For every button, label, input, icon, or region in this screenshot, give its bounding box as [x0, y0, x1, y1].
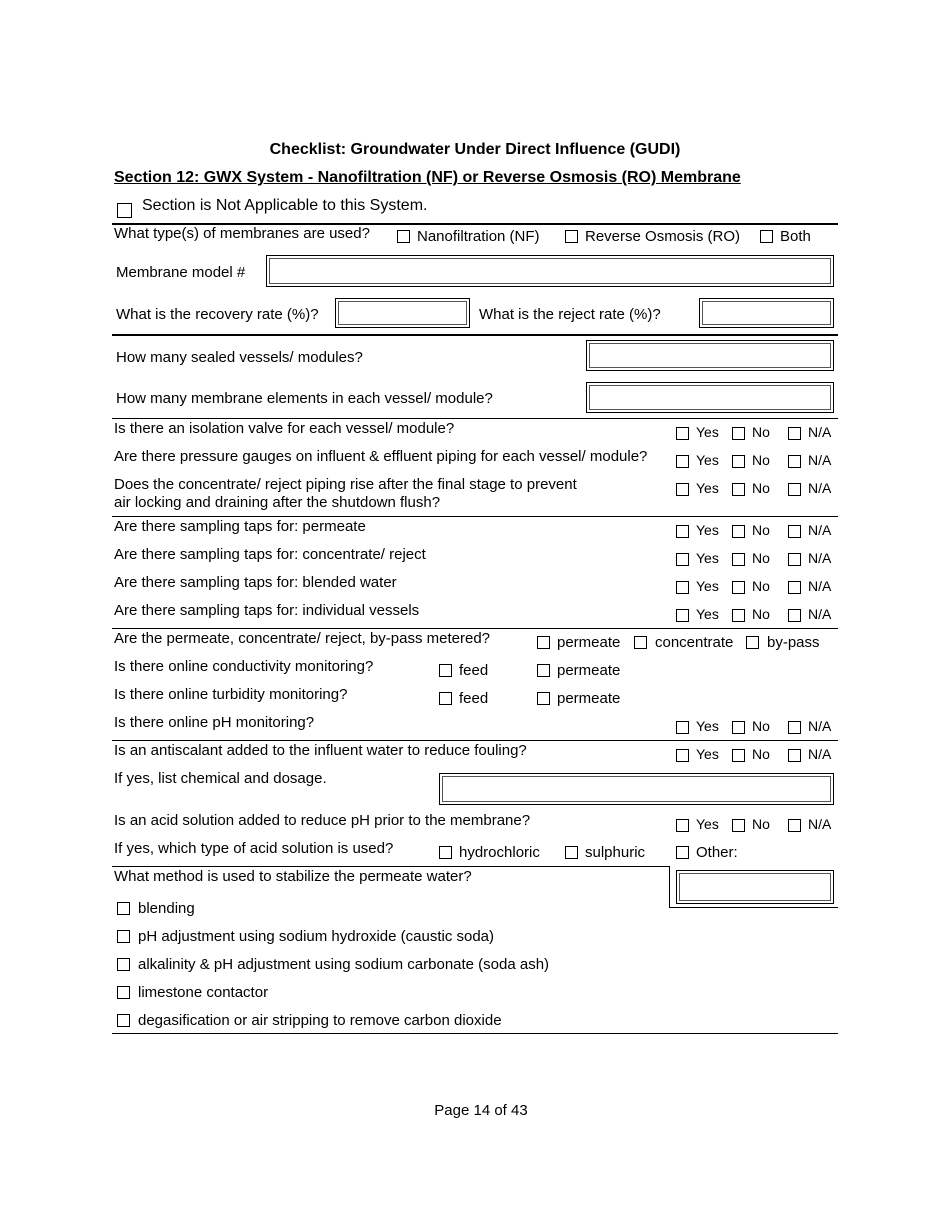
sulphuric-checkbox[interactable]	[565, 846, 578, 859]
acid-type-question: If yes, which type of acid solution is used?	[114, 840, 394, 857]
conductivity-question: Is there online conductivity monitoring?	[114, 658, 374, 675]
turbidity-permeate-label: permeate	[557, 690, 621, 707]
conductivity-permeate-label: permeate	[557, 662, 621, 679]
na-label: N/A	[808, 452, 832, 468]
ph-monitoring-na-checkbox[interactable]	[788, 721, 801, 734]
yes-label: Yes	[696, 550, 719, 566]
acid-other-input[interactable]	[676, 870, 834, 904]
divider	[112, 628, 838, 629]
metered-bypass-label: by-pass	[767, 634, 820, 651]
acid-question: Is an acid solution added to reduce pH prior to the membrane?	[114, 812, 531, 829]
hydrochloric-checkbox[interactable]	[439, 846, 452, 859]
metered-question: Are the permeate, concentrate/ reject, by-pass metered?	[114, 630, 491, 647]
ph-adjustment-checkbox[interactable]	[117, 930, 130, 943]
na-label: N/A	[808, 718, 832, 734]
na-label: N/A	[808, 522, 832, 538]
na-label: N/A	[808, 816, 832, 832]
divider	[669, 907, 838, 908]
pressure-gauges-question: Are there pressure gauges on influent & effluent piping for each vessel/ module?	[114, 448, 648, 465]
na-label: N/A	[808, 480, 832, 496]
na-label: N/A	[808, 424, 832, 440]
blending-checkbox[interactable]	[117, 902, 130, 915]
hydrochloric-label: hydrochloric	[459, 844, 540, 861]
both-label: Both	[780, 228, 811, 245]
no-label: No	[752, 746, 770, 762]
no-label: No	[752, 578, 770, 594]
antiscalant-na-checkbox[interactable]	[788, 749, 801, 762]
na-label: N/A	[808, 606, 832, 622]
tap-blended-yes-checkbox[interactable]	[676, 581, 689, 594]
tap-individual-question: Are there sampling taps for: individual vessels	[114, 602, 420, 619]
sealed-vessels-label: How many sealed vessels/ modules?	[116, 349, 363, 366]
stabilize-question: What method is used to stabilize the permeate water?	[114, 868, 472, 885]
no-label: No	[752, 606, 770, 622]
antiscalant-chemical-input[interactable]	[439, 773, 834, 805]
membrane-elements-input[interactable]	[586, 382, 834, 413]
membrane-type-question: What type(s) of membranes are used?	[114, 225, 370, 242]
acid-na-checkbox[interactable]	[788, 819, 801, 832]
metered-concentrate-checkbox[interactable]	[634, 636, 647, 649]
nf-label: Nanofiltration (NF)	[417, 228, 540, 245]
na-label: N/A	[808, 550, 832, 566]
isolation-valve-question: Is there an isolation valve for each vessel/ module?	[114, 420, 455, 437]
tap-concentrate-question: Are there sampling taps for: concentrate/ reject	[114, 546, 426, 563]
no-label: No	[752, 816, 770, 832]
ro-checkbox[interactable]	[565, 230, 578, 243]
turbidity-permeate-checkbox[interactable]	[537, 692, 550, 705]
limestone-contactor-checkbox[interactable]	[117, 986, 130, 999]
no-label: No	[752, 718, 770, 734]
concentrate-piping-question-line2: air locking and draining after the shutdown flush?	[114, 494, 441, 511]
pressure-gauges-no-checkbox[interactable]	[732, 455, 745, 468]
tap-individual-no-checkbox[interactable]	[732, 609, 745, 622]
acid-no-checkbox[interactable]	[732, 819, 745, 832]
tap-concentrate-no-checkbox[interactable]	[732, 553, 745, 566]
tap-blended-no-checkbox[interactable]	[732, 581, 745, 594]
yes-label: Yes	[696, 424, 719, 440]
isolation-valve-no-checkbox[interactable]	[732, 427, 745, 440]
alkalinity-adjustment-label: alkalinity & pH adjustment using sodium carbonate (soda ash)	[138, 956, 550, 973]
yes-label: Yes	[696, 452, 719, 468]
metered-permeate-checkbox[interactable]	[537, 636, 550, 649]
turbidity-feed-checkbox[interactable]	[439, 692, 452, 705]
yes-label: Yes	[696, 746, 719, 762]
no-label: No	[752, 522, 770, 538]
tap-concentrate-yes-checkbox[interactable]	[676, 553, 689, 566]
no-label: No	[752, 452, 770, 468]
yes-label: Yes	[696, 816, 719, 832]
tap-permeate-yes-checkbox[interactable]	[676, 525, 689, 538]
blending-label: blending	[138, 900, 195, 917]
ph-monitoring-question: Is there online pH monitoring?	[114, 714, 315, 731]
na-label: N/A	[808, 578, 832, 594]
concentrate-piping-no-checkbox[interactable]	[732, 483, 745, 496]
antiscalant-question: Is an antiscalant added to the influent water to reduce fouling?	[114, 742, 527, 759]
page-title: Checklist: Groundwater Under Direct Influence (GUDI)	[269, 141, 681, 158]
yes-label: Yes	[696, 606, 719, 622]
limestone-contactor-label: limestone contactor	[138, 984, 269, 1001]
conductivity-feed-checkbox[interactable]	[439, 664, 452, 677]
yes-label: Yes	[696, 578, 719, 594]
tap-permeate-question: Are there sampling taps for: permeate	[114, 518, 366, 535]
antiscalant-no-checkbox[interactable]	[732, 749, 745, 762]
metered-concentrate-label: concentrate	[655, 634, 734, 651]
reject-rate-input[interactable]	[699, 298, 834, 328]
divider	[112, 418, 838, 419]
tap-individual-na-checkbox[interactable]	[788, 609, 801, 622]
acid-yes-checkbox[interactable]	[676, 819, 689, 832]
acid-other-label: Other:	[696, 844, 738, 861]
pressure-gauges-yes-checkbox[interactable]	[676, 455, 689, 468]
turbidity-feed-label: feed	[459, 690, 489, 707]
conductivity-feed-label: feed	[459, 662, 489, 679]
recovery-rate-label: What is the recovery rate (%)?	[116, 306, 319, 323]
ph-adjustment-label: pH adjustment using sodium hydroxide (caustic soda)	[138, 928, 495, 945]
isolation-valve-na-checkbox[interactable]	[788, 427, 801, 440]
acid-other-checkbox[interactable]	[676, 846, 689, 859]
reject-rate-label: What is the reject rate (%)?	[479, 306, 661, 323]
pressure-gauges-na-checkbox[interactable]	[788, 455, 801, 468]
yes-label: Yes	[696, 480, 719, 496]
concentrate-piping-na-checkbox[interactable]	[788, 483, 801, 496]
degasification-label: degasification or air stripping to remove carbon dioxide	[138, 1012, 502, 1029]
tap-concentrate-na-checkbox[interactable]	[788, 553, 801, 566]
no-label: No	[752, 424, 770, 440]
ph-monitoring-yes-checkbox[interactable]	[676, 721, 689, 734]
turbidity-question: Is there online turbidity monitoring?	[114, 686, 348, 703]
antiscalant-list-label: If yes, list chemical and dosage.	[114, 770, 327, 787]
tap-blended-na-checkbox[interactable]	[788, 581, 801, 594]
divider	[112, 334, 838, 336]
tap-individual-yes-checkbox[interactable]	[676, 609, 689, 622]
degasification-checkbox[interactable]	[117, 1014, 130, 1027]
page-number: Page 14 of 43	[434, 1102, 528, 1119]
both-checkbox[interactable]	[760, 230, 773, 243]
divider	[112, 516, 838, 517]
ph-monitoring-no-checkbox[interactable]	[732, 721, 745, 734]
tap-blended-question: Are there sampling taps for: blended water	[114, 574, 397, 591]
sealed-vessels-input[interactable]	[586, 340, 834, 371]
metered-bypass-checkbox[interactable]	[746, 636, 759, 649]
ro-label: Reverse Osmosis (RO)	[585, 228, 741, 245]
not-applicable-label: Section is Not Applicable to this System.	[142, 197, 428, 214]
antiscalant-yes-checkbox[interactable]	[676, 749, 689, 762]
divider	[669, 866, 670, 908]
concentrate-piping-yes-checkbox[interactable]	[676, 483, 689, 496]
divider	[112, 1033, 838, 1034]
membrane-model-input[interactable]	[266, 255, 834, 287]
yes-label: Yes	[696, 718, 719, 734]
alkalinity-adjustment-checkbox[interactable]	[117, 958, 130, 971]
no-label: No	[752, 480, 770, 496]
sulphuric-label: sulphuric	[585, 844, 646, 861]
membrane-model-label: Membrane model #	[116, 264, 246, 281]
tap-permeate-no-checkbox[interactable]	[732, 525, 745, 538]
conductivity-permeate-checkbox[interactable]	[537, 664, 550, 677]
yes-label: Yes	[696, 522, 719, 538]
metered-permeate-label: permeate	[557, 634, 621, 651]
no-label: No	[752, 550, 770, 566]
divider	[112, 866, 669, 867]
divider	[112, 740, 838, 741]
na-label: N/A	[808, 746, 832, 762]
section-title: Section 12: GWX System - Nanofiltration (NF) or Reverse Osmosis (RO) Membrane	[114, 169, 741, 186]
recovery-rate-input[interactable]	[335, 298, 470, 328]
nf-checkbox[interactable]	[397, 230, 410, 243]
membrane-elements-label: How many membrane elements in each vessel/ module?	[116, 390, 493, 407]
concentrate-piping-question-line1: Does the concentrate/ reject piping rise after the final stage to prevent	[114, 476, 577, 493]
not-applicable-checkbox[interactable]	[117, 203, 132, 218]
isolation-valve-yes-checkbox[interactable]	[676, 427, 689, 440]
tap-permeate-na-checkbox[interactable]	[788, 525, 801, 538]
